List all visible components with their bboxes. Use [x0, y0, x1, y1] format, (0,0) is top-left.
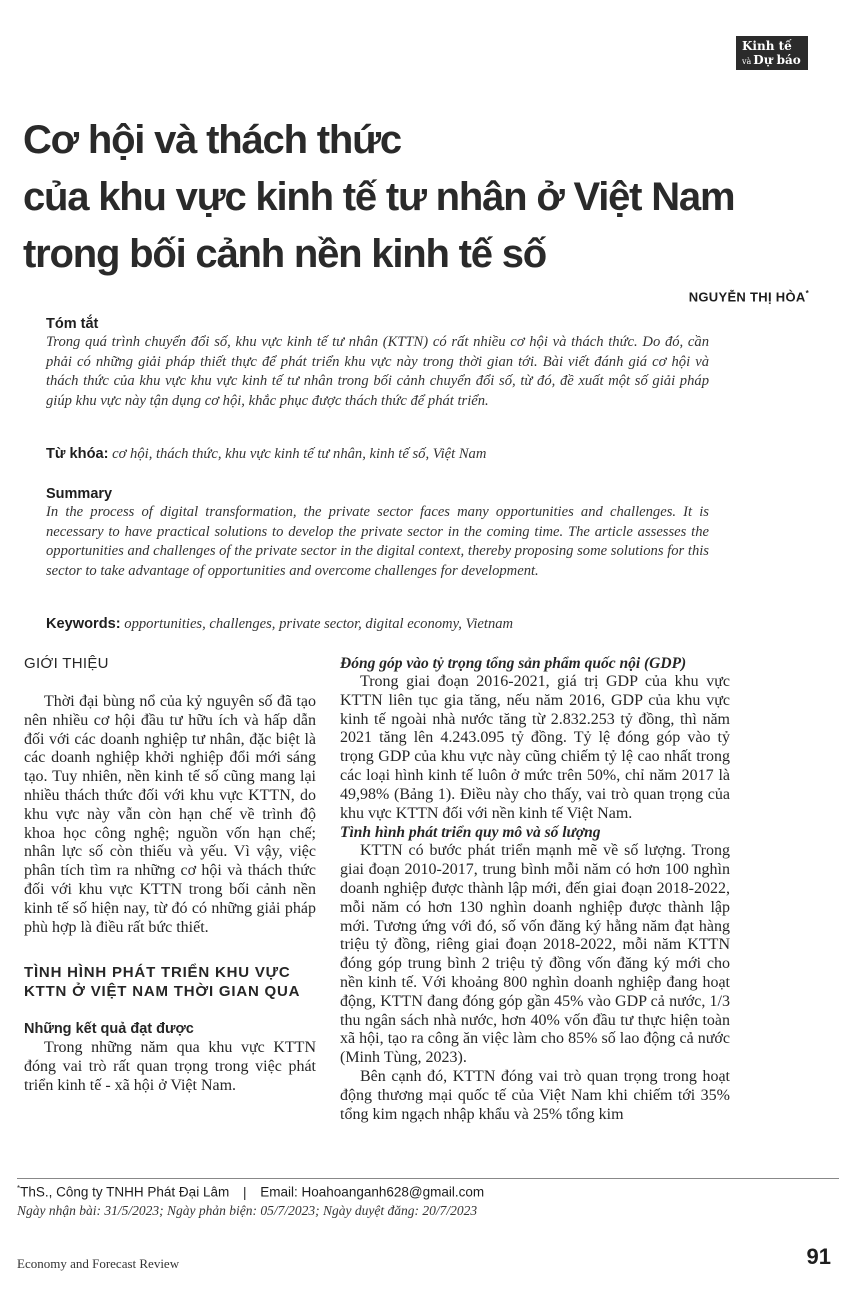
gdp-heading: Đóng góp vào tỷ trọng tổng sản phẩm quốc nội (GDP) [340, 655, 687, 672]
footnote-mark: * [17, 1184, 21, 1193]
author-name: NGUYỄN THỊ HÒA [688, 289, 806, 305]
author-footnote-mark: * [805, 289, 809, 298]
abstract-vi-heading: Tóm tắt [46, 316, 99, 332]
sub-heading-achievements: Những kết quả đạt được [24, 1021, 194, 1038]
abstract-vi-body: Trong quá trình chuyển đổi số, khu vực kinh tế tư nhân (KTTN) có rất nhiều cơ hội và thách thức. Do đó, cần phải có những giải pháp thiết thực để phát triển khu vực này trong thời gian tới. Bài viết đánh giá cơ hội và thách thức của khu vực khu vực kinh tế tư nhân trong bối cảnh chuyển đổi số, từ đó, đề xuất một số giải pháp giúp khu vực này tận dụng cơ hội, khắc phục được thách thức để phát triển. [46, 334, 709, 409]
title-line-3: trong bối cảnh nền kinh tế số [23, 232, 546, 276]
title-line-2: của khu vực kinh tế tư nhân ở Việt Nam [23, 175, 735, 219]
abstract-en-body: In the process of digital transformation, the private sector faces many opportunities and challenges. It is necessary to have practical solutions to develop the private sector in the coming time. The article assesses the opportunities and challenges of the private sector in the digital context, thereby proposing some solutions for this sector to take advantage of opportunities and overcome challenges for development. [46, 504, 709, 579]
affiliation-text: ThS., Công ty TNHH Phát Đại Lâm [20, 1184, 230, 1200]
footnote-affiliation [17, 1184, 484, 1200]
gdp-paragraph: Trong giai đoạn 2016-2021, giá trị GDP của khu vực KTTN liên tục gia tăng, nếu năm 2016, GDP của khu vực kinh tế ngoài nhà nước tăng từ 2.832.253 tỷ đồng, thì năm 2021 tăng lên 4.243.095 tỷ đồng. Tỷ lệ đóng góp vào tỷ trọng GDP của khu vực này cũng chiếm tỷ lệ cao nhất trong các loại hình kinh tế luôn ở mức trên 50%, chỉ năm 2017 là 49,98% (Bảng 1). Điều này cho thấy, vai trò quan trọng của khu vực KTTN đối với nền kinh tế Việt Nam. [340, 673, 730, 822]
article-dates: Ngày nhận bài: 31/5/2023; Ngày phản biện: 05/7/2023; Ngày duyệt đăng: 20/7/2023 [17, 1203, 478, 1218]
logo-line2 [742, 54, 801, 66]
journal-logo [736, 36, 808, 70]
page-number: 91 [806, 1244, 831, 1269]
author-byline [689, 289, 809, 304]
scale-paragraph: KTTN có bước phát triển mạnh mẽ về số lượng. Trong giai đoạn 2010-2017, trung bình mỗi năm có hơn 100 nghìn doanh nghiệp được thành lập mới, đến giai đoạn 2018-2022, mỗi năm có hơn 130 nghìn doanh nghiệp được thành lập mới. Tương ứng với đó, số vốn đăng ký hằng năm đạt hàng triệu tỷ đồng, riêng giai đoạn 2018-2022, mỗi năm KTTN đóng góp trung bình 2 triệu tỷ đồng vốn đăng ký mới cho nền kinh tế. Với khoảng 800 nghìn doanh nghiệp đang hoạt động, KTTN đang đóng góp gần 45% vào GDP cả nước, 1/3 thu ngân sách nhà nước, hơn 40% vốn đầu tư thực hiện toàn xã hội, tạo ra công ăn việc làm cho 85% số lao động cả nước (Minh Tùng, 2023). [340, 842, 730, 1067]
footnote-divider [17, 1178, 839, 1179]
intro-heading: GIỚI THIỆU [24, 655, 109, 672]
keywords-en-label: Keywords: [46, 616, 121, 632]
logo-line2-text: Dự báo [753, 53, 801, 67]
trade-paragraph: Bên cạnh đó, KTTN đóng vai trò quan trọng trong hoạt động thương mại quốc tế của Việt Nam khi chiếm tới 35% tổng kim ngạch nhập khẩu và 25% tổng kim [340, 1067, 730, 1123]
keywords-vi-label: Từ khóa: [46, 446, 109, 462]
keywords-vi [46, 446, 726, 463]
right-column [340, 654, 730, 1124]
keywords-en-value: opportunities, challenges, private sector, digital economy, Vietnam [124, 616, 514, 632]
article-title [23, 112, 823, 283]
left-column [24, 654, 316, 1096]
abstract-en-heading: Summary [46, 486, 113, 502]
logo-and: và [742, 57, 752, 66]
journal-name: Economy and Forecast Review [17, 1256, 180, 1271]
title-line-1: Cơ hội và thách thức [23, 118, 401, 162]
section-heading: TÌNH HÌNH PHÁT TRIỂN KHU VỰC KTTN Ở VIỆT NAM THỜI GIAN QUA [24, 964, 301, 1001]
scale-heading: Tình hình phát triển quy mô và số lượng [340, 824, 601, 842]
author-email: Email: Hoahoanganh628@gmail.com [260, 1184, 485, 1200]
logo-line1: Kinh tế [742, 39, 792, 53]
footnote-separator: | [242, 1184, 247, 1200]
achievements-paragraph: Trong những năm qua khu vực KTTN đóng vai trò rất quan trọng trong việc phát triển kinh tế - xã hội ở Việt Nam. [24, 1039, 316, 1094]
intro-paragraph: Thời đại bùng nổ của kỷ nguyên số đã tạo nên nhiều cơ hội đầu tư hữu ích và hấp dẫn đối với các doanh nghiệp tư nhân, đặc biệt là các doanh nghiệp khởi nghiệp đổi mới sáng tạo. Tuy nhiên, nền kinh tế số cũng mang lại nhiều thách thức đối với khu vực KTTN, do khu vực này vẫn còn hạn chế về trình độ khoa học công nghệ; nguồn vốn hạn chế; nhân lực số còn thiếu và yếu. Vì vậy, việc phân tích tìm ra những cơ hội và thách thức đối với khu vực KTTN trong bối cảnh nền kinh tế số hiện nay, từ đó có những giải pháp phù hợp là điều rất bức thiết. [24, 693, 316, 936]
keywords-en [46, 616, 726, 633]
keywords-vi-value: cơ hội, thách thức, khu vực kinh tế tư nhân, kinh tế số, Việt Nam [112, 446, 487, 462]
